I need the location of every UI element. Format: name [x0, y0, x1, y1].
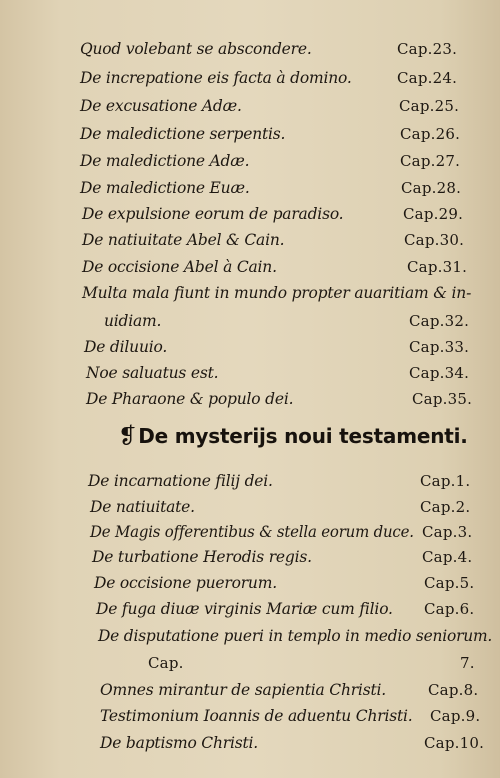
entry-title: De maledictione Adæ. — [80, 152, 250, 170]
toc-entry — [0, 258, 500, 282]
entry-chapter: Cap.34. — [409, 364, 470, 382]
entry-chapter: Cap.4. — [422, 548, 473, 566]
toc-entry — [0, 390, 500, 414]
entry-chapter: Cap.8. — [428, 681, 479, 699]
entry-title: De Pharaone & populo dei. — [86, 390, 294, 408]
entry-chapter: Cap.33. — [409, 338, 470, 356]
entry-title: uidiam. — [104, 312, 162, 330]
entry-chapter: Cap.24. — [397, 69, 458, 87]
paragraph-mark-icon: ❡ — [118, 424, 137, 449]
toc-entry — [0, 40, 500, 64]
entry-title: De baptismo Christi. — [100, 734, 258, 752]
toc-entry — [0, 338, 500, 362]
toc-entry — [0, 600, 500, 624]
entry-title: De occisione puerorum. — [94, 574, 277, 592]
entry-title: De expulsione eorum de paradiso. — [82, 205, 344, 223]
toc-entry — [0, 574, 500, 598]
toc-entry — [0, 69, 500, 93]
entry-title: De fuga diuæ virginis Mariæ cum filio. — [96, 600, 393, 618]
entry-chapter: Cap.27. — [400, 152, 461, 170]
entry-chapter: Cap.26. — [400, 125, 461, 143]
entry-title: De turbatione Herodis regis. — [92, 548, 312, 566]
entry-title: Multa mala fiunt in mundo propter auaritiam & in- — [82, 284, 472, 302]
toc-entry — [0, 284, 500, 308]
toc-entry — [0, 179, 500, 203]
toc-entry — [0, 654, 500, 678]
toc-entry — [0, 312, 500, 336]
entry-title: De disputatione pueri in templo in medio seniorum. — [98, 627, 493, 645]
entry-chapter: Cap.23. — [397, 40, 458, 58]
section-heading-text: De mysterijs noui testamenti. — [138, 424, 468, 448]
entry-chapter: Cap.35. — [412, 390, 473, 408]
entry-chapter: Cap.10. — [424, 734, 485, 752]
toc-entry — [0, 523, 500, 547]
entry-chapter: Cap.9. — [430, 707, 481, 725]
entry-chapter-word: Cap. — [148, 654, 184, 672]
toc-entry — [0, 707, 500, 731]
entry-chapter: 7. — [460, 654, 475, 672]
toc-entry — [0, 498, 500, 522]
toc-entry — [0, 205, 500, 229]
toc-entry — [0, 472, 500, 496]
entry-title: Noe saluatus est. — [86, 364, 219, 382]
entry-title: De diluuio. — [84, 338, 168, 356]
entry-chapter: Cap.30. — [404, 231, 465, 249]
entry-chapter: Cap.29. — [403, 205, 464, 223]
entry-title: De Magis offerentibus & stella eorum duce. — [90, 523, 414, 541]
toc-entry — [0, 125, 500, 149]
entry-title: Omnes mirantur de sapientia Christi. — [100, 681, 386, 699]
entry-title: De excusatione Adæ. — [80, 97, 242, 115]
entry-title: De occisione Abel à Cain. — [82, 258, 277, 276]
entry-title: Quod volebant se abscondere. — [80, 40, 312, 58]
toc-entry — [0, 627, 500, 651]
entry-chapter: Cap.32. — [409, 312, 470, 330]
entry-chapter: Cap.28. — [401, 179, 462, 197]
entry-title: De increpatione eis facta à domino. — [80, 69, 352, 87]
entry-chapter: Cap.5. — [424, 574, 475, 592]
toc-entry — [0, 734, 500, 758]
toc-entry — [0, 548, 500, 572]
toc-entry — [0, 364, 500, 388]
entry-title: De natiuitate Abel & Cain. — [82, 231, 285, 249]
toc-entry — [0, 152, 500, 176]
entry-title: De incarnatione filij dei. — [88, 472, 273, 490]
entry-title: De maledictione Euæ. — [80, 179, 250, 197]
entry-title: De natiuitate. — [90, 498, 195, 516]
entry-chapter: Cap.1. — [420, 472, 471, 490]
entry-chapter: Cap.6. — [424, 600, 475, 618]
toc-entry — [0, 97, 500, 121]
entry-chapter: Cap.3. — [422, 523, 473, 541]
toc-entry — [0, 231, 500, 255]
entry-title: Testimonium Ioannis de aduentu Christi. — [100, 707, 413, 725]
entry-chapter: Cap.31. — [407, 258, 468, 276]
toc-entry — [0, 681, 500, 705]
section-heading — [118, 424, 468, 449]
entry-chapter: Cap.25. — [399, 97, 460, 115]
entry-title: De maledictione serpentis. — [80, 125, 286, 143]
entry-chapter: Cap.2. — [420, 498, 471, 516]
